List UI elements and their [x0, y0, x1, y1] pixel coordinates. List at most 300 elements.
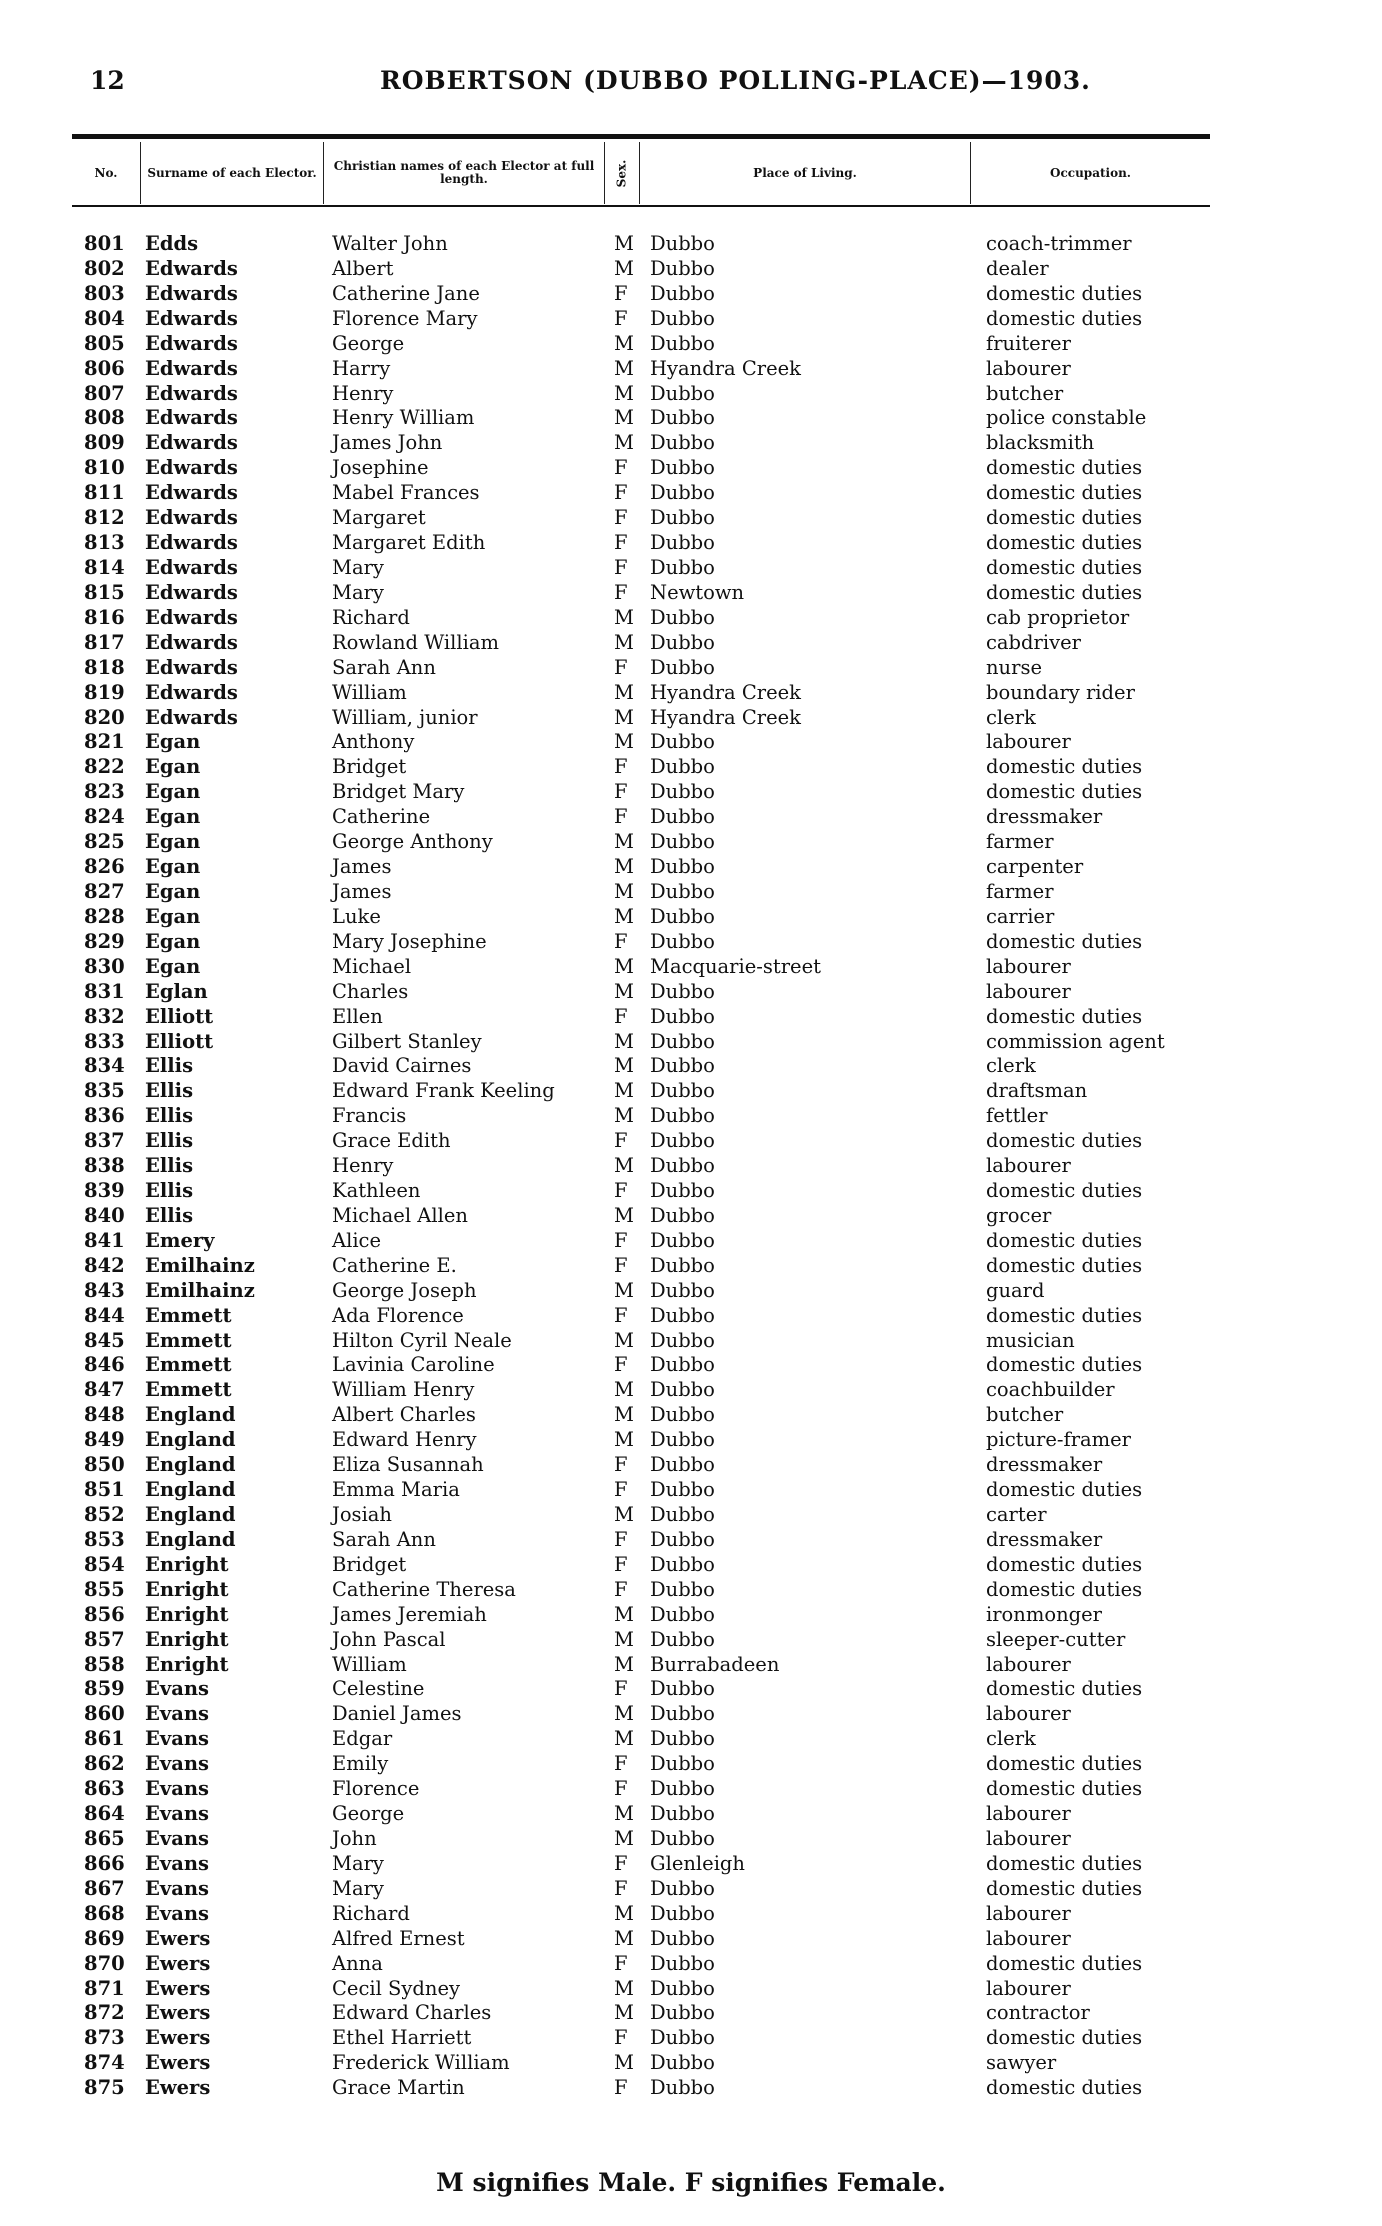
elector-christian-names: Edward Charles — [332, 2001, 492, 2025]
elector-christian-names: Hilton Cyril Neale — [332, 1328, 512, 1352]
elector-occupation: domestic duties — [986, 555, 1143, 579]
elector-number: 827 — [84, 879, 125, 903]
elector-sex: M — [614, 605, 634, 629]
elector-occupation: fruiterer — [986, 331, 1071, 355]
elector-occupation: labourer — [986, 730, 1071, 754]
elector-place: Dubbo — [650, 1627, 715, 1651]
elector-christian-names: Bridget — [332, 1552, 407, 1576]
elector-sex: F — [614, 580, 628, 604]
elector-occupation: domestic duties — [986, 1129, 1143, 1153]
elector-place: Dubbo — [650, 2026, 715, 2050]
table-row — [0, 1952, 1382, 1977]
elector-number: 853 — [84, 1527, 125, 1551]
elector-number: 866 — [84, 1851, 125, 1875]
elector-number: 843 — [84, 1278, 125, 1302]
elector-occupation: domestic duties — [986, 2026, 1143, 2050]
page-title: ROBERTSON (DUBBO POLLING-PLACE)—1903. — [380, 66, 1091, 95]
table-row — [0, 1503, 1382, 1528]
elector-number: 811 — [84, 481, 125, 505]
elector-surname: Evans — [145, 1702, 209, 1726]
elector-christian-names: Sarah Ann — [332, 655, 436, 679]
elector-christian-names: Michael — [332, 954, 412, 978]
elector-surname: Ewers — [145, 1926, 211, 1950]
elector-number: 860 — [84, 1702, 125, 1726]
elector-number: 857 — [84, 1627, 125, 1651]
elector-surname: England — [145, 1428, 236, 1452]
elector-place: Dubbo — [650, 1029, 715, 1053]
table-row — [0, 1877, 1382, 1902]
table-row — [0, 1653, 1382, 1678]
elector-christian-names: William — [332, 680, 407, 704]
elector-occupation: labourer — [986, 1702, 1071, 1726]
elector-sex: M — [614, 830, 634, 854]
elector-number: 874 — [84, 2051, 125, 2075]
elector-number: 833 — [84, 1029, 125, 1053]
elector-sex: M — [614, 331, 634, 355]
elector-occupation: coach-trimmer — [986, 232, 1132, 255]
elector-number: 864 — [84, 1802, 125, 1826]
elector-surname: Emilhainz — [145, 1253, 255, 1277]
elector-sex: M — [614, 356, 634, 380]
elector-sex: F — [614, 1453, 628, 1477]
elector-place: Burrabadeen — [650, 1652, 780, 1676]
table-row — [0, 257, 1382, 282]
elector-place: Dubbo — [650, 431, 715, 455]
elector-sex: F — [614, 1004, 628, 1028]
elector-christian-names: Ellen — [332, 1004, 383, 1028]
elector-sex: F — [614, 1303, 628, 1327]
elector-occupation: domestic duties — [986, 1228, 1143, 1252]
elector-number: 810 — [84, 456, 125, 480]
elector-occupation: guard — [986, 1278, 1045, 1302]
elector-surname: Ellis — [145, 1154, 194, 1178]
elector-surname: Ewers — [145, 2001, 211, 2025]
elector-number: 821 — [84, 730, 125, 754]
elector-christian-names: Richard — [332, 605, 410, 629]
table-row — [0, 406, 1382, 431]
elector-surname: Edwards — [145, 555, 238, 579]
elector-sex: F — [614, 1677, 628, 1701]
elector-sex: F — [614, 2076, 628, 2100]
elector-christian-names: David Cairnes — [332, 1054, 472, 1078]
elector-occupation: nurse — [986, 655, 1042, 679]
table-row — [0, 1902, 1382, 1927]
elector-surname: Ellis — [145, 1079, 194, 1103]
elector-surname: Edwards — [145, 531, 238, 555]
table-row — [0, 431, 1382, 456]
elector-place: Dubbo — [650, 1253, 715, 1277]
elector-surname: Edwards — [145, 406, 238, 430]
elector-surname: Enright — [145, 1652, 229, 1676]
elector-number: 861 — [84, 1727, 125, 1751]
elector-place: Dubbo — [650, 1179, 715, 1203]
elector-surname: Evans — [145, 1901, 209, 1925]
elector-occupation: domestic duties — [986, 1777, 1143, 1801]
elector-christian-names: Edward Henry — [332, 1428, 477, 1452]
table-row — [0, 656, 1382, 681]
elector-number: 845 — [84, 1328, 125, 1352]
elector-occupation: domestic duties — [986, 1577, 1143, 1601]
elector-number: 873 — [84, 2026, 125, 2050]
elector-surname: Edwards — [145, 381, 238, 405]
elector-surname: Ellis — [145, 1054, 194, 1078]
elector-sex: M — [614, 1827, 634, 1850]
table-row — [0, 1204, 1382, 1229]
table-row — [0, 1403, 1382, 1428]
elector-number: 847 — [84, 1378, 125, 1402]
elector-surname: Edwards — [145, 605, 238, 629]
elector-sex: M — [614, 1901, 634, 1925]
elector-christian-names: Henry William — [332, 406, 475, 430]
table-row — [0, 1079, 1382, 1104]
elector-sex: F — [614, 1527, 628, 1551]
elector-sex: F — [614, 1129, 628, 1153]
elector-surname: Egan — [145, 904, 201, 928]
elector-christian-names: William, junior — [332, 705, 478, 729]
elector-place: Dubbo — [650, 1802, 715, 1826]
elector-christian-names: Mary — [332, 1851, 384, 1875]
elector-surname: England — [145, 1453, 236, 1477]
elector-surname: Evans — [145, 1777, 209, 1801]
elector-place: Dubbo — [650, 481, 715, 505]
elector-occupation: domestic duties — [986, 1253, 1143, 1277]
elector-surname: Evans — [145, 1802, 209, 1826]
elector-place: Dubbo — [650, 531, 715, 555]
elector-place: Dubbo — [650, 1827, 715, 1850]
elector-occupation: sawyer — [986, 2051, 1057, 2075]
elector-number: 815 — [84, 580, 125, 604]
table-row — [0, 556, 1382, 581]
table-row — [0, 905, 1382, 930]
elector-place: Dubbo — [650, 331, 715, 355]
elector-sex: M — [614, 406, 634, 430]
elector-occupation: dressmaker — [986, 1527, 1103, 1551]
elector-number: 818 — [84, 655, 125, 679]
elector-surname: England — [145, 1503, 236, 1527]
elector-place: Hyandra Creek — [650, 356, 801, 380]
elector-place: Dubbo — [650, 1926, 715, 1950]
elector-surname: Ellis — [145, 1129, 194, 1153]
elector-sex: M — [614, 1428, 634, 1452]
elector-surname: Evans — [145, 1851, 209, 1875]
elector-occupation: sleeper-cutter — [986, 1627, 1126, 1651]
elector-sex: M — [614, 1503, 634, 1527]
elector-occupation: labourer — [986, 1802, 1071, 1826]
table-row — [0, 706, 1382, 731]
elector-number: 824 — [84, 805, 125, 829]
elector-christian-names: Frederick William — [332, 2051, 510, 2075]
table-row — [0, 1154, 1382, 1179]
elector-place: Dubbo — [650, 306, 715, 330]
elector-surname: Emery — [145, 1228, 215, 1252]
elector-surname: Edwards — [145, 655, 238, 679]
elector-place: Dubbo — [650, 1478, 715, 1502]
elector-occupation: domestic duties — [986, 1004, 1143, 1028]
elector-sex: F — [614, 1478, 628, 1502]
elector-number: 807 — [84, 381, 125, 405]
table-row — [0, 1677, 1382, 1702]
elector-surname: Elliott — [145, 1029, 214, 1053]
elector-place: Dubbo — [650, 1976, 715, 2000]
elector-surname: Edwards — [145, 506, 238, 530]
elector-occupation: dressmaker — [986, 1453, 1103, 1477]
table-row — [0, 382, 1382, 407]
elector-number: 831 — [84, 979, 125, 1003]
elector-surname: Ewers — [145, 2076, 211, 2100]
elector-number: 849 — [84, 1428, 125, 1452]
elector-surname: Ewers — [145, 2026, 211, 2050]
table-row — [0, 930, 1382, 955]
elector-number: 826 — [84, 855, 125, 879]
elector-number: 867 — [84, 1876, 125, 1900]
elector-occupation: domestic duties — [986, 1179, 1143, 1203]
elector-occupation: domestic duties — [986, 1353, 1143, 1377]
elector-sex: F — [614, 1851, 628, 1875]
elector-occupation: labourer — [986, 1926, 1071, 1950]
elector-occupation: domestic duties — [986, 1951, 1143, 1975]
elector-place: Dubbo — [650, 1577, 715, 1601]
elector-surname: Edwards — [145, 281, 238, 305]
table-row — [0, 1802, 1382, 1827]
column-header-no: No. — [94, 165, 118, 180]
table-row — [0, 1104, 1382, 1129]
elector-place: Dubbo — [650, 406, 715, 430]
elector-place: Hyandra Creek — [650, 680, 801, 704]
elector-surname: Enright — [145, 1577, 229, 1601]
elector-sex: F — [614, 456, 628, 480]
elector-christian-names: Margaret — [332, 506, 426, 530]
elector-christian-names: Alfred Ernest — [332, 1926, 465, 1950]
elector-surname: Edwards — [145, 630, 238, 654]
elector-sex: M — [614, 954, 634, 978]
elector-number: 870 — [84, 1951, 125, 1975]
table-row — [0, 681, 1382, 706]
elector-place: Dubbo — [650, 1353, 715, 1377]
elector-number: 840 — [84, 1203, 125, 1227]
elector-christian-names: Albert — [332, 256, 394, 280]
elector-number: 851 — [84, 1478, 125, 1502]
elector-surname: Egan — [145, 805, 201, 829]
elector-sex: M — [614, 904, 634, 928]
elector-occupation: commission agent — [986, 1029, 1165, 1053]
elector-sex: F — [614, 655, 628, 679]
elector-christian-names: Michael Allen — [332, 1203, 468, 1227]
elector-number: 825 — [84, 830, 125, 854]
elector-number: 808 — [84, 406, 125, 430]
elector-occupation: grocer — [986, 1203, 1052, 1227]
elector-number: 809 — [84, 431, 125, 455]
elector-place: Dubbo — [650, 256, 715, 280]
elector-place: Hyandra Creek — [650, 705, 801, 729]
elector-christian-names: Harry — [332, 356, 391, 380]
elector-christian-names: Margaret Edith — [332, 531, 486, 555]
elector-sex: F — [614, 555, 628, 579]
elector-occupation: carpenter — [986, 855, 1084, 879]
elector-number: 839 — [84, 1179, 125, 1203]
elector-number: 841 — [84, 1228, 125, 1252]
elector-surname: Enright — [145, 1627, 229, 1651]
elector-occupation: labourer — [986, 1154, 1071, 1178]
elector-place: Dubbo — [650, 1552, 715, 1576]
table-row — [0, 2026, 1382, 2051]
elector-surname: Emmett — [145, 1378, 232, 1402]
table-row — [0, 1603, 1382, 1628]
table-row — [0, 1304, 1382, 1329]
elector-christian-names: Florence Mary — [332, 306, 478, 330]
elector-occupation: domestic duties — [986, 1478, 1143, 1502]
elector-occupation: coachbuilder — [986, 1378, 1115, 1402]
table-row — [0, 1229, 1382, 1254]
elector-list — [0, 232, 1382, 2101]
elector-sex: M — [614, 1029, 634, 1053]
elector-occupation: draftsman — [986, 1079, 1088, 1103]
elector-place: Dubbo — [650, 232, 715, 255]
elector-surname: Ewers — [145, 1951, 211, 1975]
elector-place: Dubbo — [650, 730, 715, 754]
table-row — [0, 955, 1382, 980]
elector-christian-names: Emma Maria — [332, 1478, 460, 1502]
elector-occupation: domestic duties — [986, 1677, 1143, 1701]
elector-occupation: labourer — [986, 1976, 1071, 2000]
elector-christian-names: John Pascal — [332, 1627, 446, 1651]
elector-number: 830 — [84, 954, 125, 978]
elector-occupation: farmer — [986, 879, 1054, 903]
column-header-sex-label: Sex. — [614, 159, 629, 187]
elector-sex: F — [614, 506, 628, 530]
elector-sex: M — [614, 1702, 634, 1726]
table-row — [0, 1528, 1382, 1553]
elector-sex: M — [614, 1054, 634, 1078]
elector-sex: M — [614, 2001, 634, 2025]
elector-christian-names: Eliza Susannah — [332, 1453, 484, 1477]
elector-number: 828 — [84, 904, 125, 928]
elector-sex: M — [614, 381, 634, 405]
elector-occupation: labourer — [986, 954, 1071, 978]
elector-number: 855 — [84, 1577, 125, 1601]
elector-surname: Egan — [145, 954, 201, 978]
elector-number: 862 — [84, 1752, 125, 1776]
elector-number: 871 — [84, 1976, 125, 2000]
elector-surname: Egan — [145, 879, 201, 903]
elector-occupation: domestic duties — [986, 481, 1143, 505]
elector-occupation: clerk — [986, 1054, 1036, 1078]
elector-place: Dubbo — [650, 1752, 715, 1776]
elector-number: 865 — [84, 1827, 125, 1850]
elector-sex: M — [614, 680, 634, 704]
elector-place: Dubbo — [650, 1602, 715, 1626]
elector-occupation: police constable — [986, 406, 1147, 430]
elector-christian-names: Catherine E. — [332, 1253, 457, 1277]
elector-occupation: dealer — [986, 256, 1049, 280]
table-row — [0, 232, 1382, 257]
elector-place: Dubbo — [650, 1228, 715, 1252]
elector-christian-names: Charles — [332, 979, 409, 1003]
elector-christian-names: William — [332, 1652, 407, 1676]
elector-surname: Evans — [145, 1827, 209, 1850]
elector-number: 863 — [84, 1777, 125, 1801]
elector-sex: M — [614, 1154, 634, 1178]
elector-christian-names: Mabel Frances — [332, 481, 480, 505]
elector-christian-names: Edward Frank Keeling — [332, 1079, 555, 1103]
elector-number: 842 — [84, 1253, 125, 1277]
elector-occupation: cabdriver — [986, 630, 1081, 654]
elector-sex: F — [614, 1353, 628, 1377]
elector-surname: Egan — [145, 830, 201, 854]
elector-surname: Edwards — [145, 306, 238, 330]
elector-christian-names: Francis — [332, 1104, 407, 1128]
elector-number: 817 — [84, 630, 125, 654]
elector-christian-names: Bridget — [332, 755, 407, 779]
elector-occupation: labourer — [986, 1901, 1071, 1925]
elector-christian-names: Ethel Harriett — [332, 2026, 472, 2050]
elector-number: 844 — [84, 1303, 125, 1327]
elector-surname: Enright — [145, 1552, 229, 1576]
elector-sex: F — [614, 2026, 628, 2050]
elector-sex: M — [614, 1079, 634, 1103]
elector-surname: Edwards — [145, 256, 238, 280]
elector-place: Dubbo — [650, 1428, 715, 1452]
elector-occupation: labourer — [986, 356, 1071, 380]
elector-surname: Emmett — [145, 1328, 232, 1352]
elector-sex: M — [614, 1652, 634, 1676]
table-row — [0, 1453, 1382, 1478]
elector-occupation: butcher — [986, 1403, 1064, 1427]
elector-christian-names: Sarah Ann — [332, 1527, 436, 1551]
elector-place: Dubbo — [650, 1503, 715, 1527]
elector-place: Dubbo — [650, 1951, 715, 1975]
elector-sex: M — [614, 1602, 634, 1626]
table-row — [0, 1702, 1382, 1727]
elector-number: 812 — [84, 506, 125, 530]
elector-sex: F — [614, 1179, 628, 1203]
elector-christian-names: Grace Edith — [332, 1129, 451, 1153]
elector-christian-names: Catherine Jane — [332, 281, 480, 305]
elector-sex: M — [614, 1378, 634, 1402]
elector-christian-names: James Jeremiah — [332, 1602, 487, 1626]
elector-sex: M — [614, 2051, 634, 2075]
elector-occupation: carter — [986, 1503, 1047, 1527]
elector-christian-names: Mary Josephine — [332, 929, 487, 953]
elector-christian-names: George Anthony — [332, 830, 493, 854]
elector-occupation: fettler — [986, 1104, 1048, 1128]
elector-place: Dubbo — [650, 1328, 715, 1352]
table-row — [0, 481, 1382, 506]
elector-number: 829 — [84, 929, 125, 953]
elector-place: Dubbo — [650, 605, 715, 629]
elector-place: Dubbo — [650, 1079, 715, 1103]
table-row — [0, 980, 1382, 1005]
elector-sex: M — [614, 730, 634, 754]
header-bottom-rule — [72, 205, 1210, 207]
table-row — [0, 631, 1382, 656]
elector-place: Dubbo — [650, 655, 715, 679]
table-row — [0, 1054, 1382, 1079]
elector-occupation: domestic duties — [986, 780, 1143, 804]
table-row — [0, 1030, 1382, 1055]
elector-sex: M — [614, 1627, 634, 1651]
elector-surname: Edwards — [145, 356, 238, 380]
elector-number: 858 — [84, 1652, 125, 1676]
elector-occupation: domestic duties — [986, 1552, 1143, 1576]
elector-number: 837 — [84, 1129, 125, 1153]
elector-surname: Ellis — [145, 1179, 194, 1203]
elector-number: 814 — [84, 555, 125, 579]
elector-number: 838 — [84, 1154, 125, 1178]
table-row — [0, 755, 1382, 780]
elector-christian-names: Catherine — [332, 805, 431, 829]
column-header-sex — [605, 142, 639, 204]
column-header-christian-names: Christian names of each Elector at full length. — [333, 159, 595, 186]
